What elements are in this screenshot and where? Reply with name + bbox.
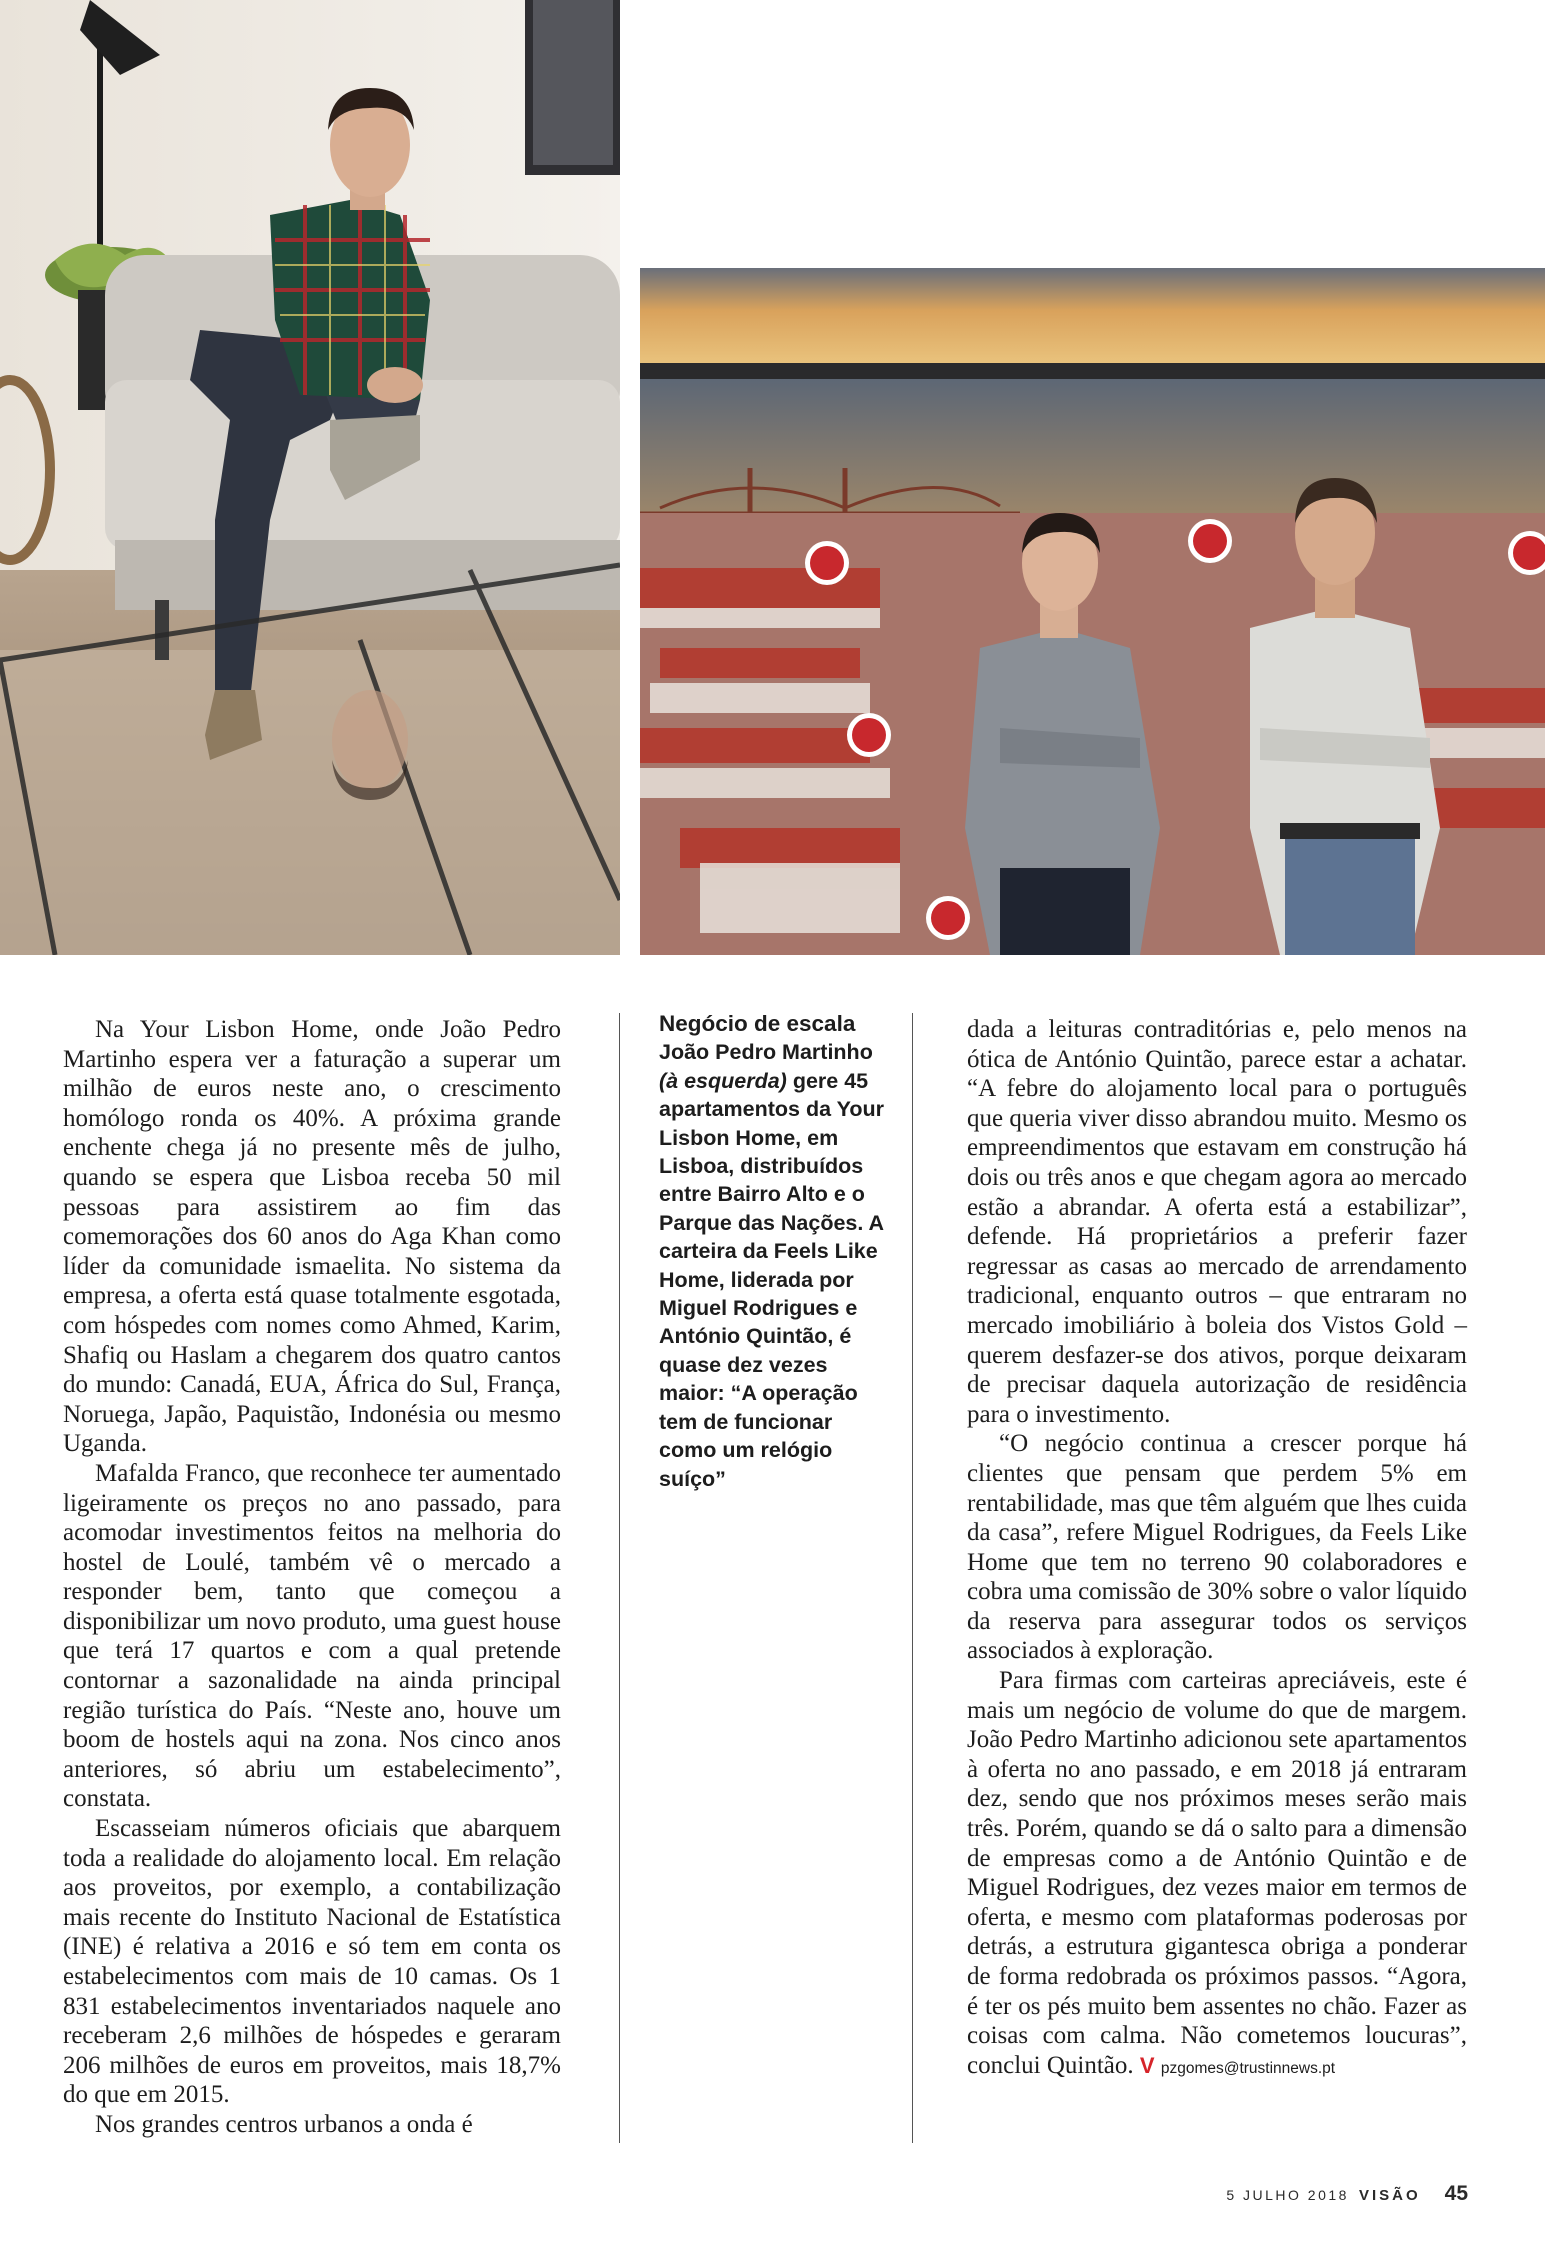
column-divider	[619, 1013, 620, 2143]
caption-text: João Pedro Martinho	[659, 1040, 873, 1065]
visao-end-mark-icon: V	[1139, 2052, 1155, 2078]
paragraph: Nos grandes centros urbanos a onda é	[95, 2110, 473, 2138]
paragraph: dada a leituras contraditórias e, pelo menos na ótica de António Quintão, parece estar a achatar. “A febre do alojamento local para o português que queria viver disso abrandou muito. Mesmo os empreendimentos que estavam em construção há dois ou três anos e que chegam agora ao mercado estão a abrandar. A oferta está a estabilizar”, defende. Há proprietários a preferir fazer regressar as casas ao mercado de arrendamento tradicional, enquanto outros – que entraram no mercado imobiliário à boleia dos Vistos Gold – querem desfazer-se dos ativos, porque deixaram de precisar daquela autorização de residência para o investimento.	[967, 1016, 1467, 1428]
article-column-3	[967, 1015, 1467, 2083]
paragraph	[967, 1666, 1467, 2083]
photo-two-men-lisbon-mural	[640, 268, 1545, 955]
paragraph: “O negócio continua a crescer porque há clientes que pensam que perdem 5% em rentabilidade, mas que têm alguém que lhes cuida da casa”, refere Miguel Rodrigues, da Feels Like Home que tem no terreno 90 colaboradores e cobra uma comissão de 30% sobre o valor líquido da reserva para assegurar todos os serviços associados à exploração.	[967, 1430, 1467, 1665]
paragraph: Mafalda Franco, que reconhece ter aumentado ligeiramente os preços no ano passado, para acomodar investimentos feitos na melhoria do hostel de Loulé, também vê o mercado a responder bem, tanto que começou a disponibilizar um novo produto, uma guest house que terá 17 quartos e com a qual pretende contornar a sazonalidade na ainda principal região turística do País. “Neste ano, houve um boom de hostels aqui na zona. Nos cinco anos anteriores, só abriu um estabelecimento”, constata.	[63, 1459, 561, 1813]
paragraph: Na Your Lisbon Home, onde João Pedro Martinho espera ver a faturação a superar um milhão de euros neste ano, o crescimento homólogo ronda os 40%. A próxima grande enchente chega já no presente mês de julho, quando se espera que Lisboa receba 50 mil pessoas para assistirem ao fim das comemorações dos 60 anos do Aga Khan como líder da comunidade ismaelita. No sistema da empresa, a oferta está quase totalmente esgotada, com hóspedes com nomes como Ahmed, Karim, Shafiq ou Haslam a chegarem dos quatro cantos do mundo: Canadá, EUA, África do Sul, França, Noruega, Japão, Paquistão, Indonésia ou mesmo Uganda.	[63, 1016, 561, 1458]
caption-headline: Negócio de escala	[659, 1011, 856, 1036]
author-email[interactable]: pzgomes@trustinnews.pt	[1160, 2059, 1336, 2077]
caption-italic: (à esquerda)	[659, 1068, 787, 1093]
article-column-1	[63, 1015, 561, 2140]
photo-man-on-sofa	[0, 0, 620, 955]
paragraph-text: Para firmas com carteiras apreciáveis, este é mais um negócio de volume do que de margem. João Pedro Martinho adicionou sete apartamentos à oferta no ano passado, e em 2018 já entraram dez, sendo que nos próximos meses serão mais três. Porém, quando se dá o salto para a dimensão de empresas como a de António Quintão e de Miguel Rodrigues, dez vezes maior em termos de oferta, e mesmo com plataformas poderosas por detrás, a estrutura gigantesca obriga a ponderar de forma redobrada os próximos passos. “Agora, é ter os pés muito bem assentes no chão. Fazer as coisas com calma. Não cometemos loucuras”, conclui Quintão.	[967, 1667, 1467, 2079]
caption-text: gere 45 apartamentos da Your Lisbon Home, em Lisboa, distribuídos entre Bairro Alto e o Parque das Nações. A carteira da Feels Like Home, liderada por Miguel Rodrigues e António Quintão, é quase dez vezes maior: “A operação tem de funcionar como um relógio suíço”	[659, 1068, 885, 1491]
paragraph: Escasseiam números oficiais que abarquem toda a realidade do alojamento local. Em relação aos proveitos, por exemplo, a contabilização mais recente do Instituto Nacional de Estatística (INE) é relativa a 2016 e só tem em conta os estabelecimentos com mais de 10 camas. Os 1 831 estabelecimentos inventariados naquele ano receberam 2,6 milhões de hóspedes e geraram 206 milhões de euros em proveitos, mais 18,7% do que em 2015.	[63, 1815, 561, 2109]
page-footer	[1226, 2182, 1468, 2206]
magazine-name: VISÃO	[1358, 2187, 1421, 2204]
page-number: 45	[1444, 2182, 1468, 2205]
photo-caption	[659, 1010, 884, 1493]
column-divider	[912, 1013, 913, 2143]
issue-date: 5 JULHO 2018	[1226, 2187, 1349, 2203]
